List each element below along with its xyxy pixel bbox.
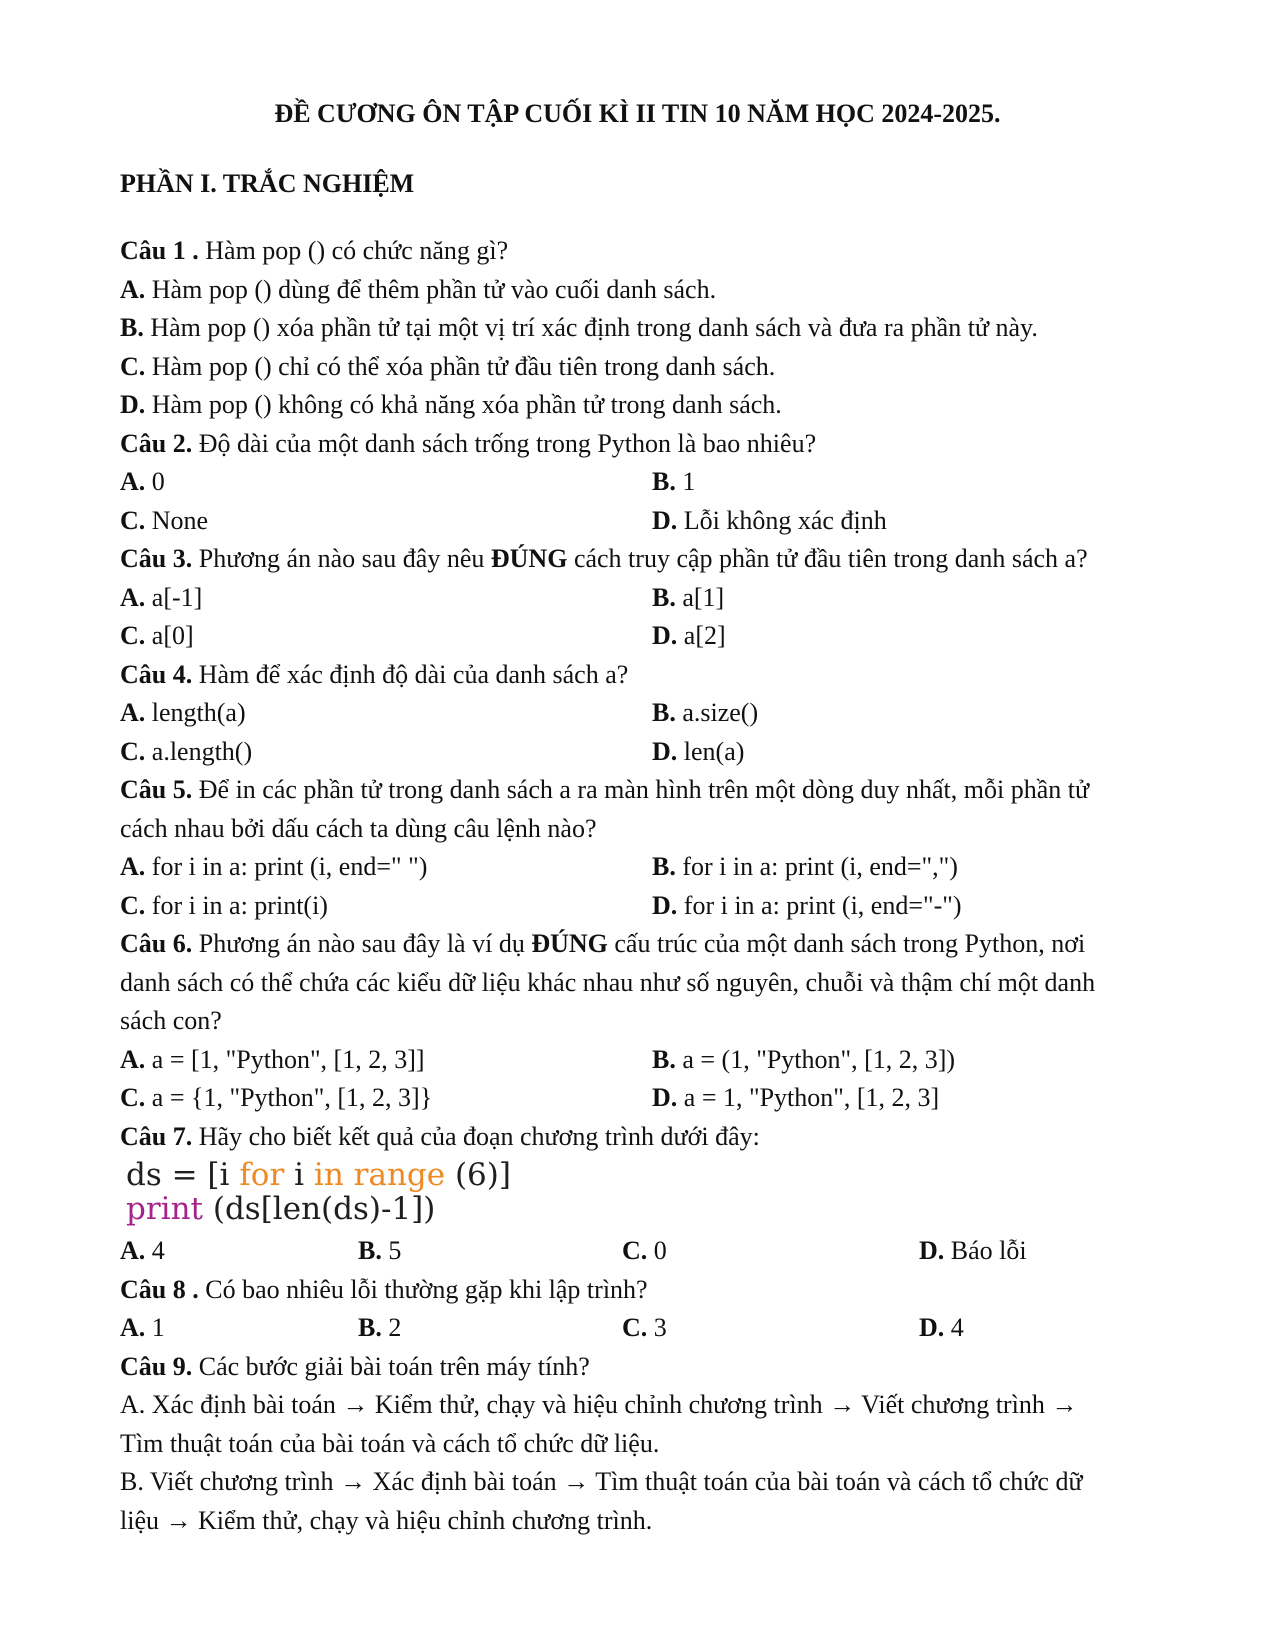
option-b (358, 1232, 622, 1271)
option-c (120, 348, 1210, 387)
question-label: Câu 4. (120, 659, 193, 689)
question-label: Câu 9. (120, 1351, 193, 1381)
option-d (652, 1079, 939, 1118)
option-c (120, 617, 652, 656)
option-text: 0 (145, 467, 165, 496)
option-label: C. (120, 1083, 146, 1112)
code-keyword: print (126, 1191, 204, 1227)
option-label: D. (652, 621, 678, 650)
option-label: D. (652, 736, 678, 766)
option-text: len(a) (677, 736, 745, 766)
question-text: cấu trúc của một danh sách trong Python, nơi (607, 929, 1086, 958)
option-b (652, 463, 695, 502)
question-text: Hàm để xác định độ dài của danh sách a? (192, 659, 629, 689)
question-label: Câu 5. (120, 775, 193, 804)
option-d (919, 1309, 964, 1348)
option-label: C. (120, 736, 146, 766)
options-row (120, 694, 1210, 733)
option-label: B. (652, 698, 676, 727)
option-text: Báo lỗi (944, 1236, 1027, 1265)
option-text: 4 (145, 1236, 165, 1265)
option-a (120, 1232, 358, 1271)
option-text: 1 (675, 467, 696, 496)
question-1 (120, 232, 1210, 271)
option-text: a.length() (145, 736, 253, 766)
option-label: A. (120, 698, 146, 727)
option-d (120, 386, 1210, 425)
option-label: B. (652, 852, 676, 881)
option-text: for i in a: print (i, end=",") (675, 852, 958, 881)
question-2 (120, 425, 1210, 464)
options-row (120, 1041, 1210, 1080)
question-text: Các bước giải bài toán trên máy tính? (192, 1351, 590, 1381)
option-a (120, 579, 652, 618)
option-c (622, 1232, 919, 1271)
option-text: for i in a: print (i, end=" ") (145, 852, 428, 881)
options-row (120, 887, 1210, 926)
option-text: Hàm pop () chỉ có thể xóa phần tử đầu tiên trong danh sách. (145, 351, 776, 381)
option-b (652, 694, 758, 733)
code-line-2 (120, 1192, 1210, 1226)
option-b (652, 579, 724, 618)
question-label: Câu 7. (120, 1121, 193, 1151)
question-label: Câu 2. (120, 428, 193, 458)
option-text: 5 (381, 1236, 402, 1265)
code-keyword: in range (313, 1157, 446, 1193)
option-d (652, 502, 887, 541)
question-text: cách truy cập phần tử đầu tiên trong danh sách a? (567, 544, 1088, 573)
question-text: Độ dài của một danh sách trống trong Python là bao nhiêu? (192, 428, 817, 458)
question-7 (120, 1118, 1210, 1157)
option-label: C. (120, 890, 146, 920)
option-label: C. (120, 505, 146, 535)
code-keyword: for (239, 1157, 285, 1193)
option-label: B. (358, 1236, 382, 1265)
option-b (120, 309, 1210, 348)
option-text: a = 1, "Python", [1, 2, 3] (677, 1083, 940, 1112)
option-a (120, 271, 1210, 310)
option-text: Lỗi không xác định (677, 505, 887, 535)
option-text: 1 (145, 1313, 165, 1342)
option-label: C. (622, 1313, 648, 1342)
option-text: for i in a: print (i, end="-") (677, 890, 962, 920)
options-row (120, 502, 1210, 541)
option-text: Hàm pop () dùng để thêm phần tử vào cuối danh sách. (145, 274, 717, 304)
option-b (652, 848, 958, 887)
option-c (120, 1079, 652, 1118)
option-a (120, 848, 652, 887)
question-6 (120, 925, 1210, 964)
question-9 (120, 1348, 1210, 1387)
option-label: D. (919, 1313, 945, 1342)
question-text: Để in các phần tử trong danh sách a ra màn hình trên một dòng duy nhất, mỗi phần tử (192, 775, 1090, 804)
question-text: Phương án nào sau đây là ví dụ (192, 929, 532, 958)
option-a: A. Xác định bài toán → Kiểm thử, chạy và hiệu chỉnh chương trình → Viết chương trình → (120, 1390, 1078, 1419)
option-label: D. (652, 890, 678, 920)
option-d (652, 617, 726, 656)
emphasis-text: ĐÚNG (490, 544, 568, 573)
option-label: C. (120, 351, 146, 381)
option-text: a = {1, "Python", [1, 2, 3]} (145, 1083, 433, 1112)
option-label: D. (919, 1236, 945, 1265)
section-title: PHẦN I. TRẮC NGHIỆM (120, 169, 415, 198)
option-a (120, 1309, 358, 1348)
question-text: Hàm pop () có chức năng gì? (198, 236, 509, 265)
code-text: ds = [i (126, 1157, 240, 1193)
question-label: Câu 8 . (120, 1274, 199, 1304)
option-label: A. (120, 582, 146, 612)
option-label: B. (358, 1313, 382, 1342)
option-a (120, 463, 652, 502)
option-d (652, 733, 744, 772)
option-label: A. (120, 852, 146, 881)
option-d (919, 1232, 1027, 1271)
options-row (120, 1232, 1210, 1271)
options-row (120, 617, 1210, 656)
option-label: A. (120, 1236, 146, 1265)
document-title: ĐỀ CƯƠNG ÔN TẬP CUỐI KÌ II TIN 10 NĂM HỌC 2024-2025. (274, 99, 1001, 128)
question-4 (120, 656, 1210, 695)
code-text: i (284, 1157, 314, 1193)
option-text: 0 (647, 1236, 667, 1265)
question-8 (120, 1271, 1210, 1310)
option-c (120, 502, 652, 541)
option-label: A. (120, 274, 146, 304)
option-text: a[0] (145, 621, 194, 650)
option-b (652, 1041, 955, 1080)
option-label: D. (652, 1083, 678, 1112)
question-text-continued: danh sách có thể chứa các kiểu dữ liệu khác nhau như số nguyên, chuỗi và thậm chí một danh (120, 967, 1096, 997)
option-text: a.size() (675, 698, 759, 727)
option-b (358, 1309, 622, 1348)
question-label: Câu 3. (120, 544, 193, 573)
option-a-continued: Tìm thuật toán của bài toán và cách tổ chức dữ liệu. (120, 1428, 660, 1458)
option-label: B. (652, 467, 676, 496)
option-text: Hàm pop () xóa phần tử tại một vị trí xác định trong danh sách và đưa ra phần tử này. (143, 313, 1038, 342)
option-label: B. (120, 313, 144, 342)
question-5 (120, 771, 1210, 810)
option-a (120, 1041, 652, 1080)
option-b-continued: liệu → Kiểm thử, chạy và hiệu chỉnh chương trình. (120, 1505, 653, 1535)
option-label: A. (120, 1313, 146, 1342)
question-text: Hãy cho biết kết quả của đoạn chương trình dưới đây: (192, 1121, 760, 1151)
option-c (120, 733, 652, 772)
option-a (120, 694, 652, 733)
option-text: a[1] (675, 582, 725, 612)
question-text-continued: sách con? (120, 1006, 222, 1035)
option-c (120, 887, 652, 926)
options-row (120, 848, 1210, 887)
question-3 (120, 540, 1210, 579)
options-row (120, 463, 1210, 502)
options-row (120, 1309, 1210, 1348)
options-row (120, 1079, 1210, 1118)
option-label: A. (120, 1044, 146, 1074)
option-label: B. (652, 582, 676, 612)
question-text: Phương án nào sau đây nêu (192, 544, 491, 573)
option-label: B. (652, 1044, 676, 1074)
option-label: C. (120, 621, 146, 650)
question-label: Câu 1 . (120, 236, 199, 265)
options-row (120, 733, 1210, 772)
options-row (120, 579, 1210, 618)
option-c (622, 1309, 919, 1348)
option-text: a[2] (677, 621, 726, 650)
option-text: 3 (647, 1313, 667, 1342)
code-text: (ds[len(ds)-1]) (203, 1191, 436, 1227)
option-text: 2 (381, 1313, 402, 1342)
option-text: 4 (944, 1313, 964, 1342)
option-text: for i in a: print(i) (145, 890, 328, 920)
emphasis-text: ĐÚNG (531, 929, 608, 958)
question-text: Có bao nhiêu lỗi thường gặp khi lập trình? (198, 1274, 648, 1304)
option-text: a = (1, "Python", [1, 2, 3]) (675, 1044, 956, 1074)
option-d (652, 887, 962, 926)
question-list (120, 232, 1210, 1540)
option-text: a[-1] (145, 582, 203, 612)
option-label: D. (120, 390, 146, 419)
option-text: a = [1, "Python", [1, 2, 3]] (145, 1044, 425, 1074)
option-label: C. (622, 1236, 648, 1265)
code-text: (6)] (445, 1157, 511, 1193)
question-text-continued: cách nhau bởi dấu cách ta dùng câu lệnh nào? (120, 813, 597, 843)
option-label: D. (652, 505, 678, 535)
code-line-1 (120, 1158, 1210, 1192)
option-b: B. Viết chương trình → Xác định bài toán → Tìm thuật toán của bài toán và cách tổ chức dữ (120, 1467, 1083, 1496)
option-text: None (145, 505, 209, 535)
option-text: Hàm pop () không có khả năng xóa phần tử trong danh sách. (145, 390, 782, 419)
question-label: Câu 6. (120, 929, 193, 958)
option-text: length(a) (145, 698, 246, 727)
option-label: A. (120, 467, 146, 496)
